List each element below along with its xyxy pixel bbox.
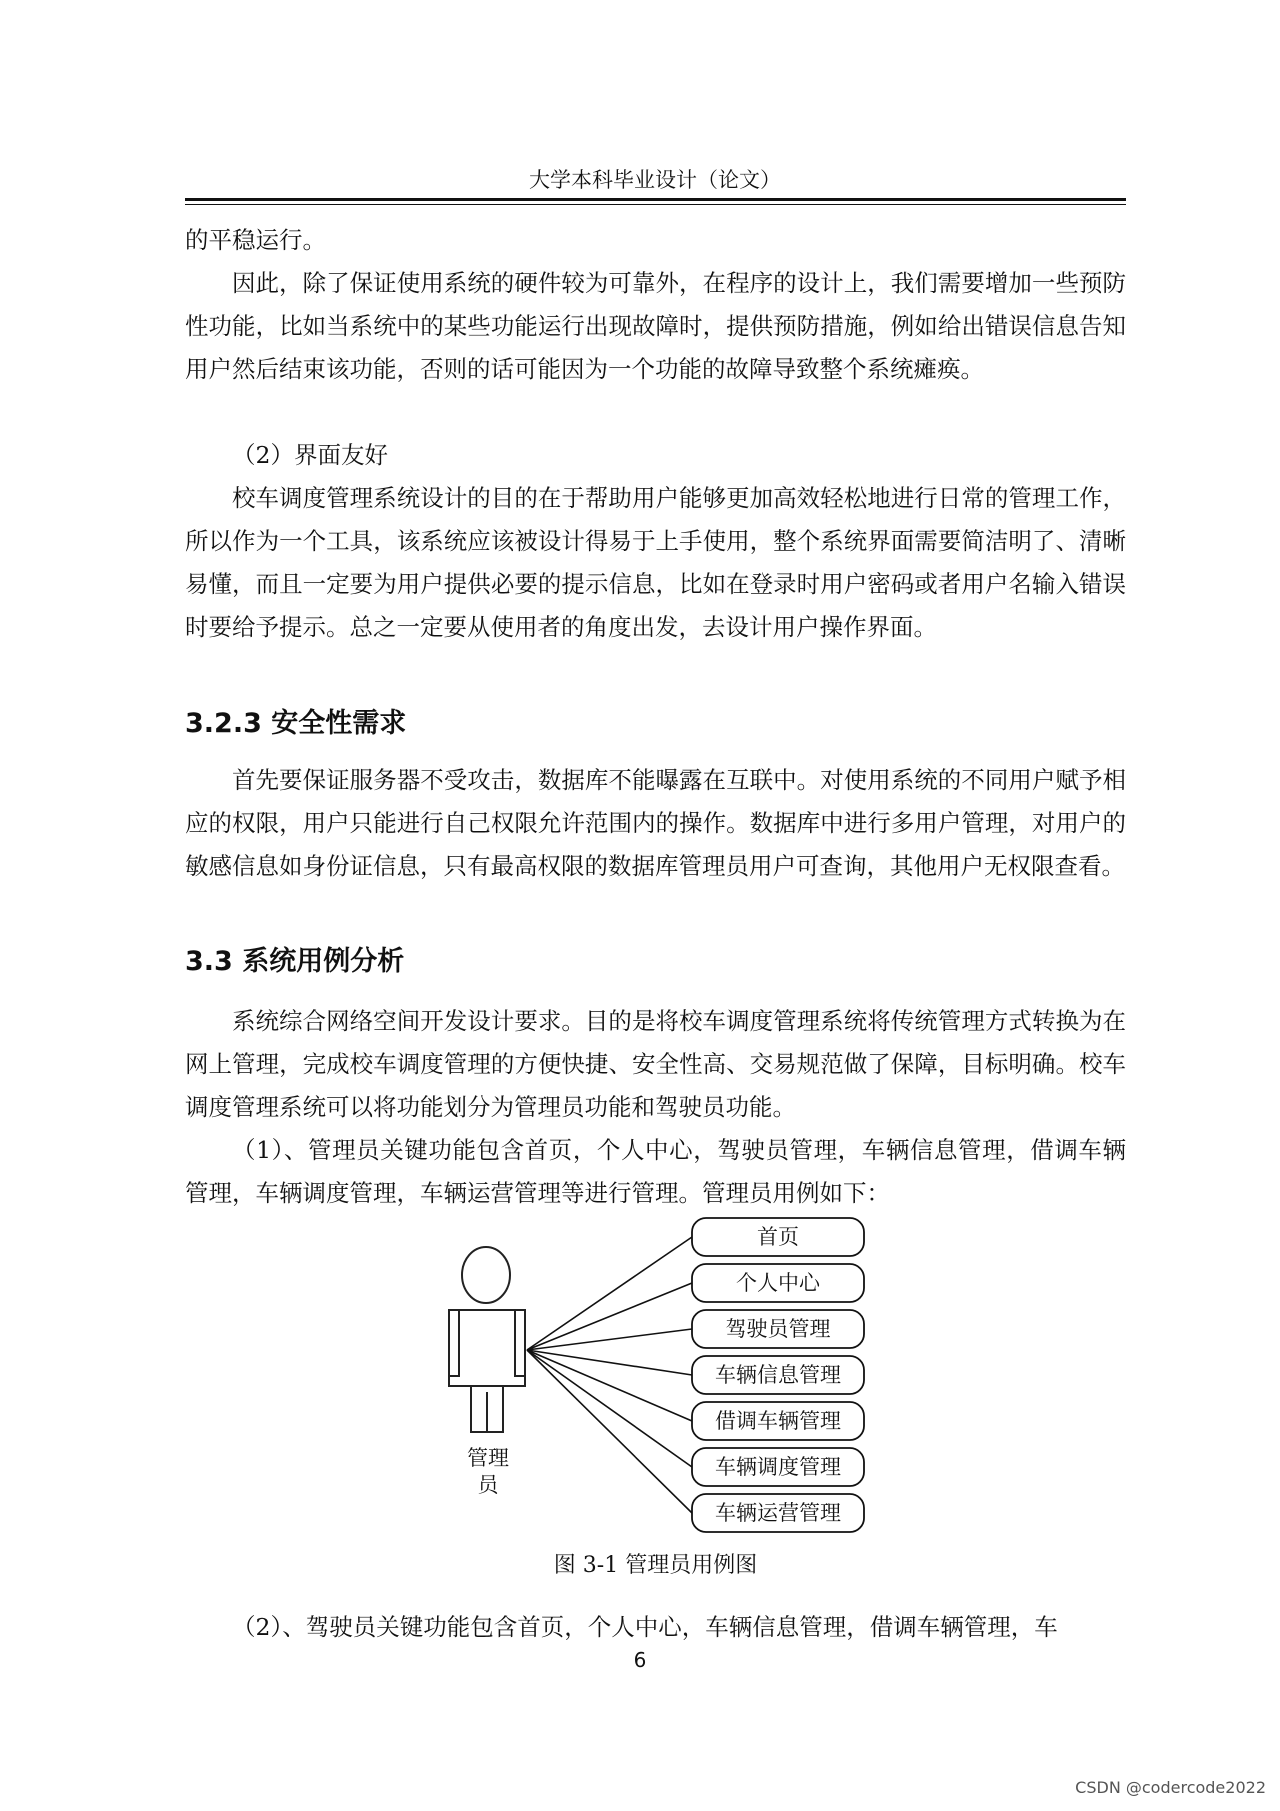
- use-case-label: 首页: [757, 1225, 799, 1249]
- association-lines: [527, 1237, 692, 1513]
- paragraph-security: 首先要保证服务器不受攻击，数据库不能曝露在互联中。对使用系统的不同用户赋予相应的权限，用户只能进行自己权限允许范围内的操作。数据库中进行多用户管理，对用户的敏感信息如身份证信息，只有最高权限的数据库管理员用户可查询，其他用户无权限查看。: [185, 766, 1126, 880]
- use-case-item: [692, 1218, 864, 1256]
- page-header-title: 大学本科毕业设计（论文）: [529, 168, 781, 192]
- admin-use-case-diagram: [0, 1200, 1280, 1550]
- actor-label-line1: 管理: [467, 1446, 509, 1470]
- use-case-label: 车辆运营管理: [715, 1501, 841, 1525]
- use-case-item: [692, 1402, 864, 1440]
- paragraph-use-case-intro: 系统综合网络空间开发设计要求。目的是将校车调度管理系统将传统管理方式转换为在网上管理，完成校车调度管理的方便快捷、安全性高、交易规范做了保障，目标明确。校车调度管理系统可以将功能划分为管理员功能和驾驶员功能。: [185, 1007, 1126, 1121]
- use-case-item: [692, 1494, 864, 1532]
- use-case-label: 驾驶员管理: [725, 1317, 831, 1341]
- use-case-label: 借调车辆管理: [715, 1409, 841, 1433]
- use-case-item: [692, 1356, 864, 1394]
- association-line: [527, 1350, 692, 1467]
- use-case-label: 车辆信息管理: [715, 1363, 841, 1387]
- actor-body: [449, 1310, 525, 1386]
- actor-figure: [449, 1247, 525, 1432]
- association-line: [527, 1350, 692, 1513]
- use-case-item: [692, 1264, 864, 1302]
- use-case-item: [692, 1310, 864, 1348]
- section-heading-3-3: 3.3 系统用例分析: [185, 946, 405, 977]
- paragraph-admin-functions: （1）、管理员关键功能包含首页，个人中心，驾驶员管理，车辆信息管理，借调车辆管理，车辆调度管理，车辆运营管理等进行管理。管理员用例如下：: [185, 1136, 1126, 1207]
- page-number: 6: [633, 1648, 647, 1672]
- use-case-label: 车辆调度管理: [715, 1455, 841, 1479]
- paragraph-ui-friendly: 校车调度管理系统设计的目的在于帮助用户能够更加高效轻松地进行日常的管理工作，所以作为一个工具，该系统应该被设计得易于上手使用，整个系统界面需要简洁明了、清晰易懂，而且一定要为用户提供必要的提示信息，比如在登录时用户密码或者用户名输入错误时要给予提示。总之一定要从使用者的角度出发，去设计用户操作界面。: [185, 484, 1126, 641]
- figure-caption: 图 3-1 管理员用例图: [553, 1553, 758, 1578]
- header-rule-thin: [185, 204, 1126, 205]
- actor-label-line2: 员: [477, 1473, 499, 1497]
- csdn-watermark: CSDN @codercode2022: [1075, 1778, 1266, 1797]
- use-case-label: 个人中心: [736, 1271, 820, 1295]
- actor-right-arm: [515, 1310, 525, 1376]
- paragraph-driver-functions: （2）、驾驶员关键功能包含首页，个人中心，车辆信息管理，借调车辆管理，车: [232, 1613, 1058, 1641]
- use-case-item: [692, 1448, 864, 1486]
- paragraph-subheading-ui: （2）界面友好: [232, 441, 388, 469]
- actor-head: [462, 1247, 510, 1303]
- paragraph-reliability: 因此，除了保证使用系统的硬件较为可靠外，在程序的设计上，我们需要增加一些预防性功能，比如当系统中的某些功能运行出现故障时，提供预防措施，例如给出错误信息告知用户然后结束该功能，否则的话可能因为一个功能的故障导致整个系统瘫痪。: [185, 269, 1126, 383]
- association-line: [527, 1350, 692, 1421]
- actor-left-arm: [449, 1310, 459, 1376]
- paragraph-continuation: 的平稳运行。: [185, 226, 326, 254]
- section-heading-3-2-3: 3.2.3 安全性需求: [185, 708, 407, 739]
- use-case-list: [692, 1218, 864, 1532]
- association-line: [527, 1350, 692, 1375]
- header-rule-thick: [185, 198, 1126, 201]
